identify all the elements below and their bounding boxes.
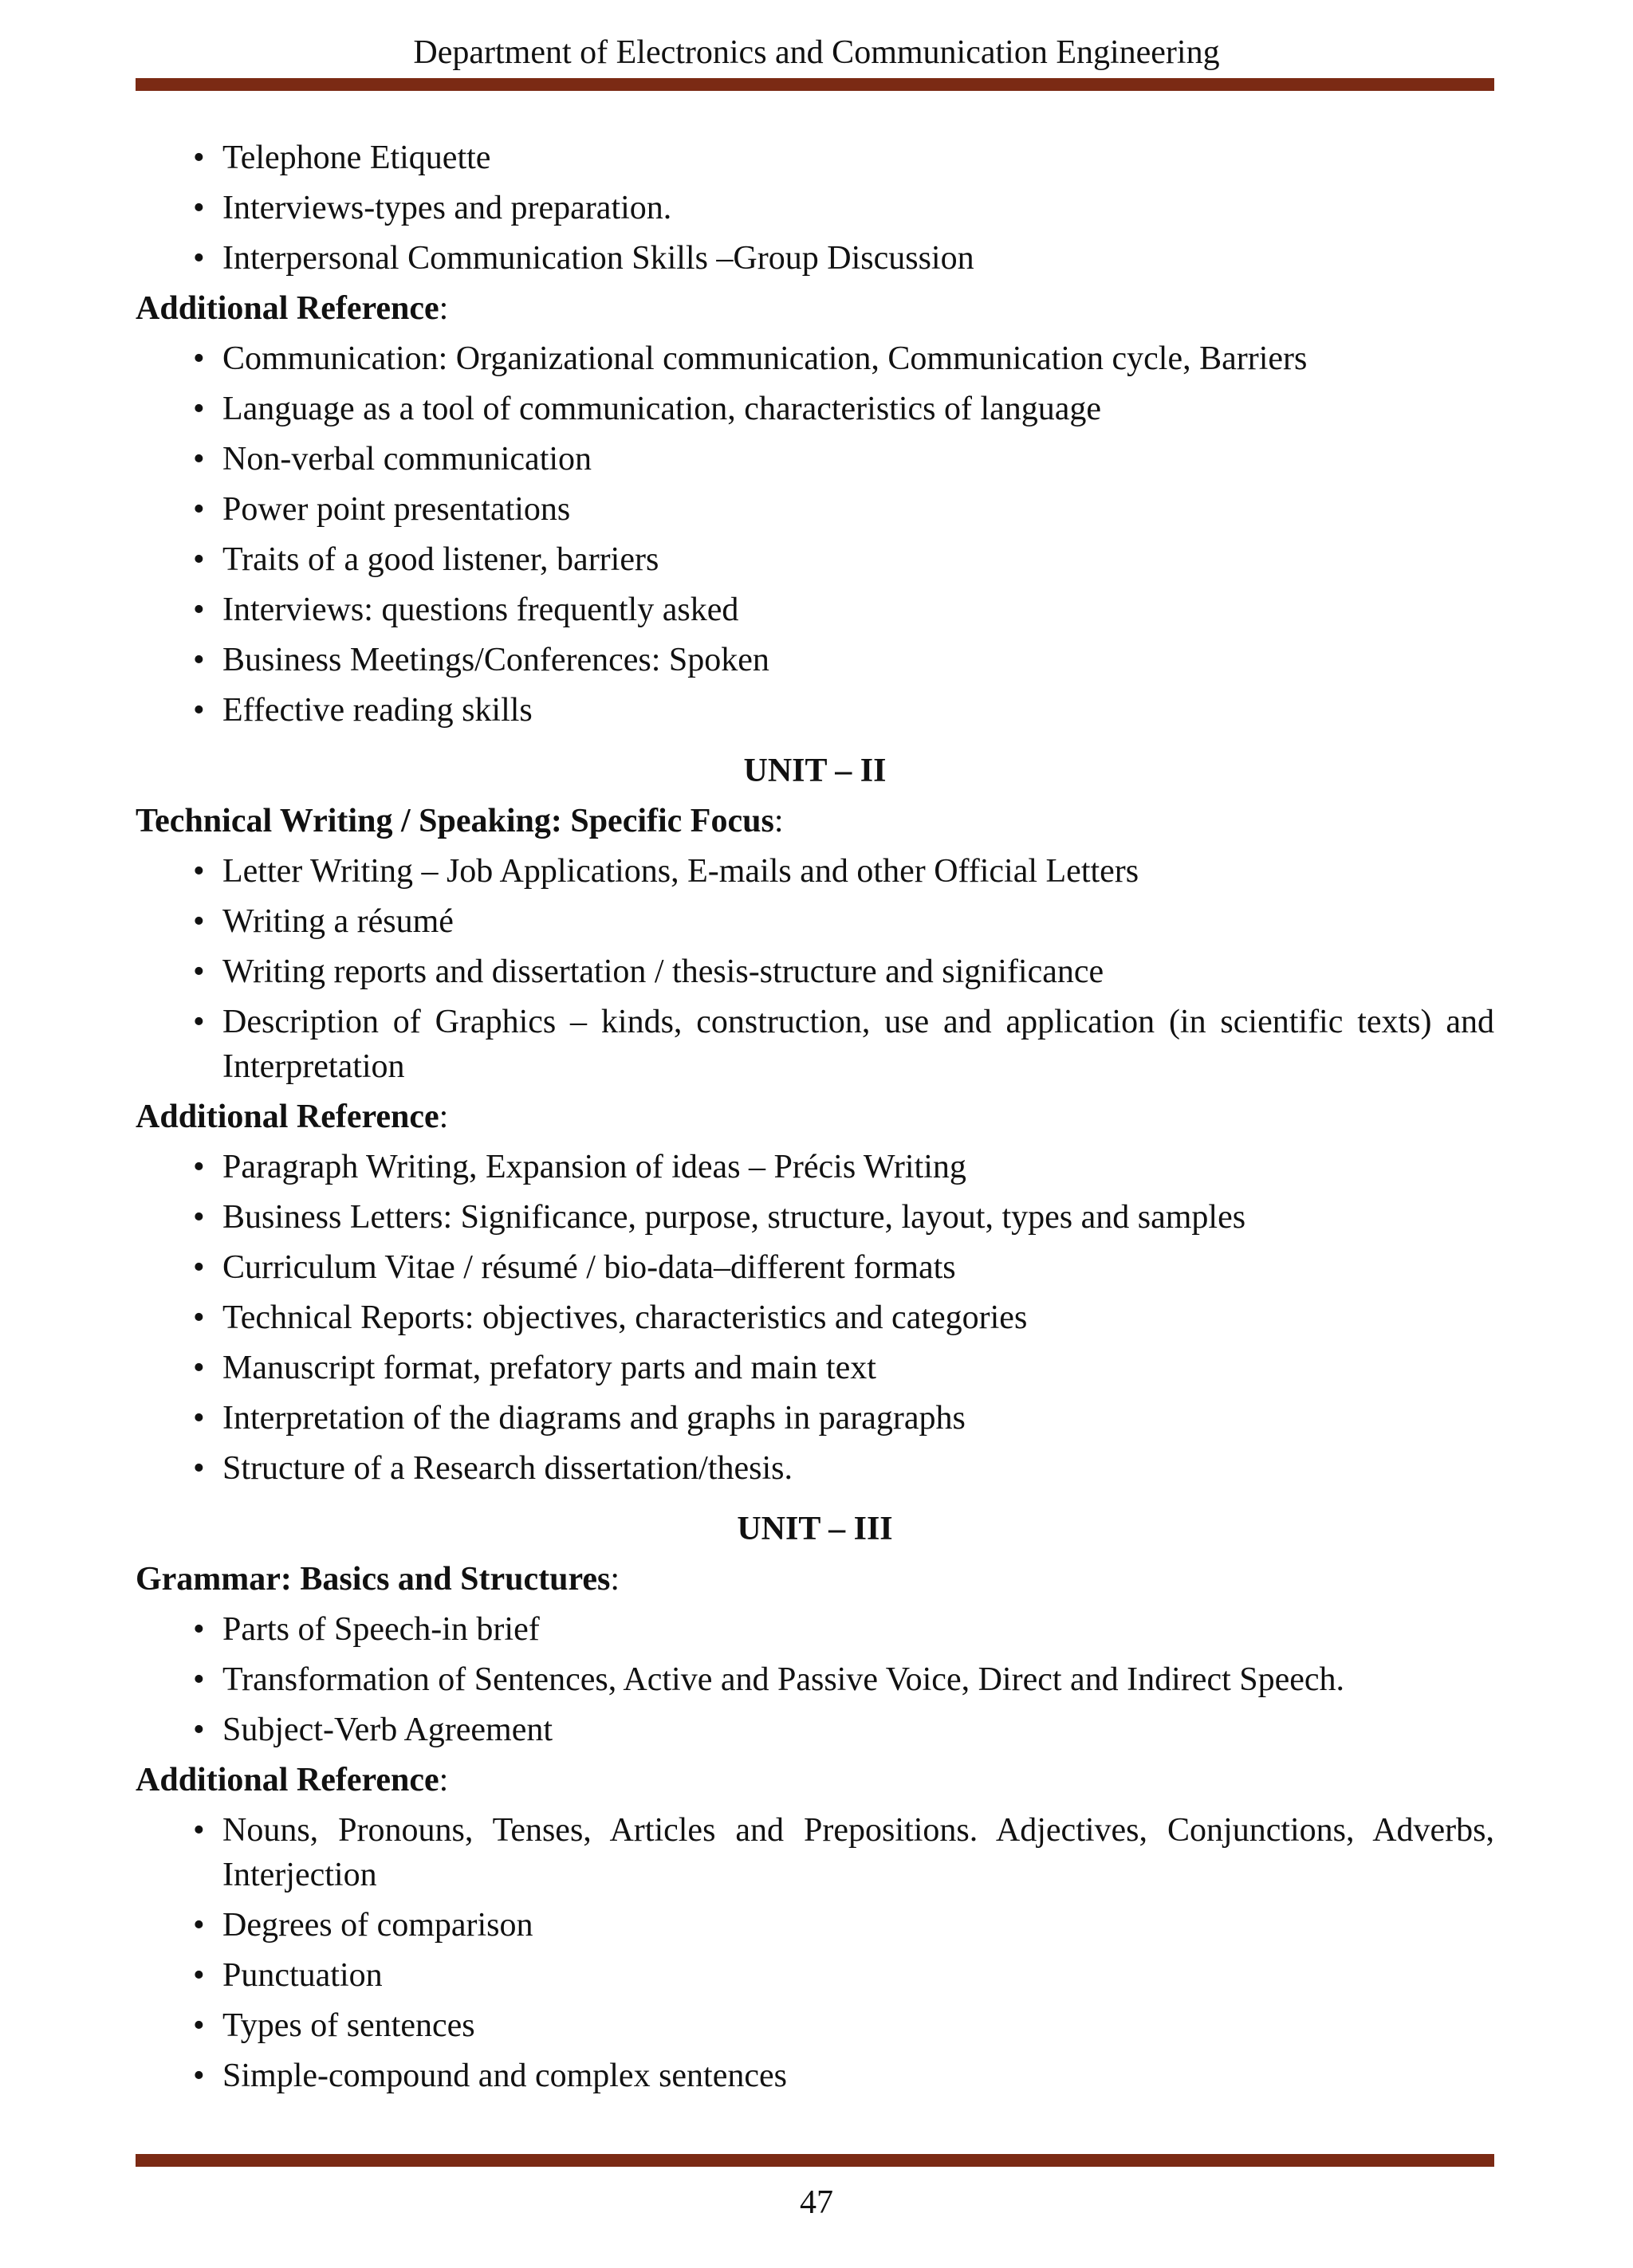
page-header-title: Department of Electronics and Communication Engineering xyxy=(413,34,1220,71)
section-heading: Additional Reference: xyxy=(136,290,449,327)
list-item: • Technical Reports: objectives, characteristics and categories xyxy=(136,1295,1494,1340)
footer-divider xyxy=(136,2154,1494,2167)
list-item: • Structure of a Research dissertation/thesis. xyxy=(136,1446,1494,1491)
list-item: • Effective reading skills xyxy=(136,688,1494,733)
list-item: • Traits of a good listener, barriers xyxy=(136,537,1494,582)
list-item: • Simple-compound and complex sentences xyxy=(136,2054,1494,2098)
list-item: • Interpersonal Communication Skills –Group Discussion xyxy=(136,236,1494,281)
list-item: • Degrees of comparison xyxy=(136,1903,1494,1948)
list-item: • Non-verbal communication xyxy=(136,437,1494,482)
list-item: • Transformation of Sentences, Active and Passive Voice, Direct and Indirect Speech. xyxy=(136,1657,1494,1702)
list-item: • Communication: Organizational communication, Communication cycle, Barriers xyxy=(136,336,1494,381)
list-item: • Interpretation of the diagrams and graphs in paragraphs xyxy=(136,1396,1494,1441)
reference-list xyxy=(136,1145,1494,1491)
list-item: • Nouns, Pronouns, Tenses, Articles and Prepositions. Adjectives, Conjunctions, Adverbs, Interjection xyxy=(136,1808,1494,1897)
unit-title: UNIT – II xyxy=(743,753,887,789)
list-item: • Paragraph Writing, Expansion of ideas – Précis Writing xyxy=(136,1145,1494,1189)
section-heading: Additional Reference: xyxy=(136,1099,449,1135)
list-item: • Letter Writing – Job Applications, E-mails and other Official Letters xyxy=(136,849,1494,894)
section-heading: Additional Reference: xyxy=(136,1762,449,1798)
list-item: • Manuscript format, prefatory parts and main text xyxy=(136,1346,1494,1390)
reference-list xyxy=(136,336,1494,733)
list-item: • Types of sentences xyxy=(136,2003,1494,2048)
topic-list xyxy=(136,136,1494,281)
syllabus-content xyxy=(136,136,1494,2104)
list-item: • Interviews: questions frequently asked xyxy=(136,588,1494,632)
list-item: • Subject-Verb Agreement xyxy=(136,1708,1494,1752)
list-item: • Writing reports and dissertation / thesis-structure and significance xyxy=(136,949,1494,994)
topic-list xyxy=(136,849,1494,1089)
list-item: • Business Meetings/Conferences: Spoken xyxy=(136,638,1494,682)
list-item: • Power point presentations xyxy=(136,487,1494,532)
page-number: 47 xyxy=(800,2184,833,2221)
list-item: • Interviews-types and preparation. xyxy=(136,186,1494,230)
section-additional-reference-1 xyxy=(136,286,1494,733)
section-additional-reference-2 xyxy=(136,1095,1494,1491)
list-item: • Language as a tool of communication, characteristics of language xyxy=(136,387,1494,431)
list-item: • Writing a résumé xyxy=(136,899,1494,944)
list-item: • Curriculum Vitae / résumé / bio-data–different formats xyxy=(136,1245,1494,1290)
section-heading: Technical Writing / Speaking: Specific Focus: xyxy=(136,803,784,839)
list-item: • Parts of Speech-in brief xyxy=(136,1607,1494,1652)
list-item: • Description of Graphics – kinds, construction, use and application (in scientific texts) and Interpretation xyxy=(136,1000,1494,1089)
section-heading: Grammar: Basics and Structures: xyxy=(136,1561,620,1598)
list-item: • Punctuation xyxy=(136,1953,1494,1998)
section-unit-iii xyxy=(136,1507,1494,1752)
header-divider xyxy=(136,78,1494,91)
list-item: • Business Letters: Significance, purpose, structure, layout, types and samples xyxy=(136,1195,1494,1240)
section-unit-i-continued xyxy=(136,136,1494,281)
topic-list xyxy=(136,1607,1494,1752)
list-item: • Telephone Etiquette xyxy=(136,136,1494,180)
unit-title: UNIT – III xyxy=(737,1511,893,1547)
section-unit-ii xyxy=(136,749,1494,1089)
reference-list xyxy=(136,1808,1494,2098)
section-additional-reference-3 xyxy=(136,1758,1494,2098)
